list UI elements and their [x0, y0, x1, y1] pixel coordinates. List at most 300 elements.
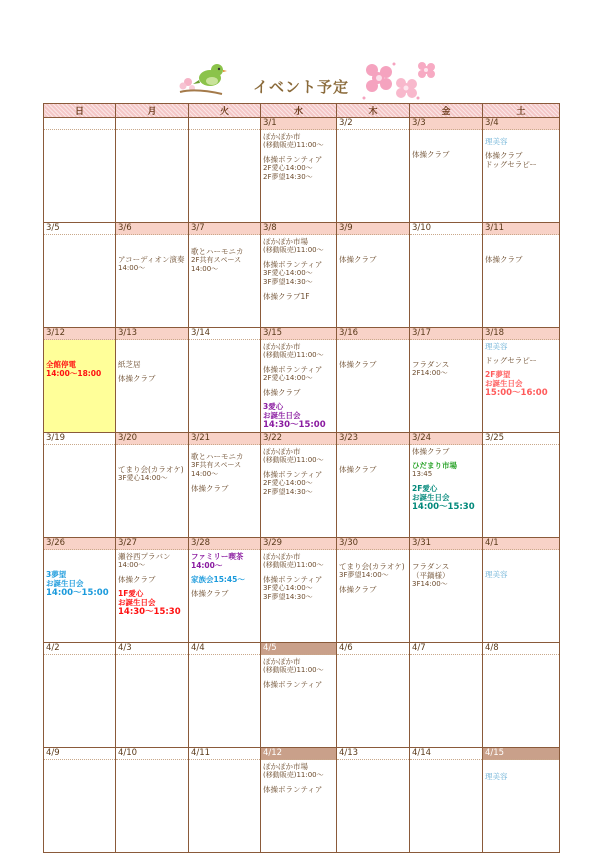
day-events: [44, 235, 115, 237]
day-cell: [483, 118, 560, 223]
day-events: [483, 760, 559, 781]
day-cell: [337, 328, 410, 433]
event-line: 3F愛心14:00〜: [118, 474, 168, 482]
event-line: 全館停電: [46, 360, 76, 369]
day-content: [410, 748, 482, 852]
event-line: 3F愛心14:00〜: [263, 269, 313, 277]
day-date: 3/2: [337, 118, 409, 130]
day-date: 3/4: [483, 118, 559, 130]
event-line: 2F夢望: [485, 370, 511, 379]
day-date: 3/28: [189, 538, 260, 550]
week-row: [44, 118, 560, 223]
day-content: [483, 748, 559, 852]
day-events: [410, 235, 482, 237]
day-content: [337, 433, 409, 537]
day-content: [410, 328, 482, 432]
event-line: お誕生日会: [263, 411, 301, 420]
event-line: (移動販売)11:00〜: [263, 456, 324, 464]
day-events: [44, 760, 115, 762]
day-date: 4/11: [189, 748, 260, 760]
event-line: ぽかぽか市場: [263, 237, 308, 246]
day-cell: [483, 538, 560, 643]
day-events: [261, 235, 336, 301]
day-content: [116, 118, 188, 222]
day-cell: [44, 328, 116, 433]
day-cell: [261, 118, 337, 223]
day-content: [116, 328, 188, 432]
day-content: [337, 643, 409, 747]
event-line: (移動販売)11:00〜: [263, 351, 324, 359]
week-row: [44, 643, 560, 748]
day-date: 3/14: [189, 328, 260, 340]
spacer: [412, 342, 480, 360]
day-events: [261, 445, 336, 497]
event-line: 体操クラブ: [191, 589, 229, 598]
event-line: 体操ボランティア: [263, 680, 323, 689]
event-line: 体操ボランティア: [263, 365, 323, 374]
day-content: [410, 118, 482, 222]
weekday-sat: 土: [483, 104, 560, 118]
day-events: [189, 760, 260, 762]
day-cell: [44, 748, 116, 853]
day-date: 4/5: [261, 643, 336, 655]
day-cell: [189, 328, 261, 433]
day-date: 3/9: [337, 223, 409, 235]
event-line: 歌とハーモニカ: [191, 452, 244, 461]
event-line: 14:00〜18:00: [46, 369, 102, 378]
day-cell: [44, 538, 116, 643]
day-date: 3/19: [44, 433, 115, 445]
day-date: 4/7: [410, 643, 482, 655]
day-date: 3/25: [483, 433, 559, 445]
day-content: [261, 433, 336, 537]
spacer: [46, 552, 113, 570]
event-line: てまり会(カラオケ): [118, 465, 184, 474]
day-date: [44, 118, 115, 130]
event-line: 体操クラブ: [485, 151, 523, 160]
day-date: 3/1: [261, 118, 336, 130]
day-cell: [116, 223, 189, 328]
day-cell: [483, 643, 560, 748]
day-events: [116, 445, 188, 483]
event-line: 体操クラブ: [412, 150, 450, 159]
event-line: 3愛心: [263, 402, 284, 411]
day-content: [483, 643, 559, 747]
day-date: 3/23: [337, 433, 409, 445]
day-events: [483, 130, 559, 169]
day-events: [261, 340, 336, 430]
event-line: 14:00〜15:00: [46, 588, 109, 598]
event-line: 体操ボランティア: [263, 470, 323, 479]
day-cell: [410, 643, 483, 748]
day-cell: [189, 118, 261, 223]
event-line: (移動販売)11:00〜: [263, 771, 324, 779]
day-cell: [410, 328, 483, 433]
event-line: ドッグセラピー: [485, 356, 537, 365]
day-cell: [337, 538, 410, 643]
day-events: [189, 130, 260, 132]
event-line: お誕生日会: [412, 493, 450, 502]
day-cell: [483, 748, 560, 853]
spacer: [339, 342, 407, 360]
event-line: 体操ボランティア: [263, 575, 323, 584]
spacer: [118, 447, 186, 465]
event-line: フラダンス: [412, 562, 450, 571]
day-date: 3/30: [337, 538, 409, 550]
day-content: [483, 223, 559, 327]
spacer: [118, 237, 186, 255]
day-cell: [410, 223, 483, 328]
event-line: 3F夢望14:30〜: [263, 278, 313, 286]
event-line: 家族会15:45〜: [191, 575, 245, 584]
day-cell: [337, 118, 410, 223]
day-content: [44, 328, 115, 432]
day-content: [483, 118, 559, 222]
event-line: 3夢望: [46, 570, 67, 579]
calendar-body: [44, 118, 560, 853]
event-line: アコーディオン演奏: [118, 255, 185, 264]
day-cell: [261, 748, 337, 853]
day-date: 4/8: [483, 643, 559, 655]
day-events: [261, 550, 336, 602]
day-date: 4/12: [261, 748, 336, 760]
day-events: [116, 235, 188, 273]
day-events: [337, 550, 409, 594]
day-content: [44, 433, 115, 537]
event-line: 理美容: [485, 570, 508, 579]
page-header: [0, 58, 595, 102]
day-content: [189, 223, 260, 327]
event-line: 2F14:00〜: [412, 369, 448, 377]
spacer: [339, 447, 407, 465]
event-line: てまり会(カラオケ): [339, 562, 405, 571]
event-line: 理美容: [485, 772, 508, 781]
spacer: [412, 132, 480, 150]
day-content: [410, 433, 482, 537]
day-cell: [116, 118, 189, 223]
event-line: 2F愛心: [412, 484, 438, 493]
weekday-sun: 日: [44, 104, 116, 118]
day-cell: [44, 433, 116, 538]
day-events: [483, 655, 559, 657]
spacer: [485, 552, 557, 570]
day-content: [337, 328, 409, 432]
day-content: [189, 328, 260, 432]
week-row: [44, 328, 560, 433]
event-line: ドッグセラピー: [485, 160, 537, 169]
day-content: [44, 223, 115, 327]
week-row: [44, 748, 560, 853]
day-date: 3/15: [261, 328, 336, 340]
event-line: フラダンス: [412, 360, 450, 369]
event-line: 体操ボランティア: [263, 155, 323, 164]
day-events: [337, 130, 409, 132]
day-content: [483, 538, 559, 642]
day-content: [483, 328, 559, 432]
day-cell: [410, 538, 483, 643]
day-cell: [483, 223, 560, 328]
day-events: [483, 445, 559, 447]
day-events: [337, 655, 409, 657]
event-line: 2F共有スペース: [191, 256, 242, 264]
event-line: 体操クラブ: [339, 255, 377, 264]
event-line: ひだまり市場: [412, 461, 457, 470]
day-events: [483, 550, 559, 579]
weekday-mon: 月: [116, 104, 189, 118]
day-cell: [337, 223, 410, 328]
day-date: 3/20: [116, 433, 188, 445]
event-line: 2F夢望14:30〜: [263, 173, 313, 181]
day-cell: [337, 748, 410, 853]
day-events: [189, 550, 260, 598]
day-events: [410, 550, 482, 589]
spacer: [191, 237, 258, 247]
day-date: 4/13: [337, 748, 409, 760]
day-cell: [116, 433, 189, 538]
event-line: ぽかぽか市: [263, 132, 301, 141]
event-line: 14:30〜15:30: [118, 607, 181, 617]
event-line: 3F共有スペース: [191, 461, 242, 469]
event-line: 2F夢望14:30〜: [263, 488, 313, 496]
day-cell: [116, 538, 189, 643]
event-line: 2F愛心14:00〜: [263, 164, 313, 172]
event-line: 体操ボランティア: [263, 260, 323, 269]
day-cell: [261, 223, 337, 328]
day-content: [189, 643, 260, 747]
day-cell: [261, 538, 337, 643]
spacer: [118, 342, 186, 360]
day-events: [189, 340, 260, 342]
event-line: 体操クラブ1F: [263, 292, 310, 301]
day-date: 4/3: [116, 643, 188, 655]
day-events: [261, 760, 336, 794]
event-line: 理美容: [485, 137, 508, 146]
day-date: 4/1: [483, 538, 559, 550]
day-content: [261, 538, 336, 642]
day-cell: [410, 118, 483, 223]
event-line: ぽかぽか市: [263, 447, 301, 456]
day-date: 3/17: [410, 328, 482, 340]
day-date: 3/3: [410, 118, 482, 130]
event-line: (移動販売)11:00〜: [263, 246, 324, 254]
day-content: [337, 748, 409, 852]
day-cell: [44, 118, 116, 223]
weekday-wed: 水: [261, 104, 337, 118]
day-date: 3/10: [410, 223, 482, 235]
event-line: 14:00〜: [118, 561, 146, 569]
day-events: [116, 340, 188, 383]
event-line: 体操クラブ: [339, 360, 377, 369]
day-content: [337, 538, 409, 642]
event-line: お誕生日会: [485, 379, 523, 388]
event-line: ファミリー喫茶: [191, 552, 244, 561]
day-cell: [483, 328, 560, 433]
day-cell: [189, 748, 261, 853]
day-cell: [189, 223, 261, 328]
event-line: 14:00〜: [191, 470, 219, 478]
day-cell: [116, 328, 189, 433]
day-events: [337, 760, 409, 762]
event-line: 15:00〜16:00: [485, 388, 548, 398]
day-events: [410, 655, 482, 657]
week-row: [44, 538, 560, 643]
day-content: [189, 748, 260, 852]
spacer: [485, 237, 557, 255]
day-content: [261, 328, 336, 432]
event-line: 体操クラブ: [339, 585, 377, 594]
event-line: (移動販売)11:00〜: [263, 561, 324, 569]
day-date: 3/24: [410, 433, 482, 445]
day-date: 3/21: [189, 433, 260, 445]
event-line: 体操クラブ: [191, 484, 229, 493]
day-cell: [189, 643, 261, 748]
day-date: [189, 118, 260, 130]
event-line: 理美容: [485, 342, 508, 351]
day-date: 3/16: [337, 328, 409, 340]
day-date: 4/14: [410, 748, 482, 760]
day-cell: [189, 538, 261, 643]
day-content: [410, 643, 482, 747]
event-line: 体操クラブ: [485, 255, 523, 264]
day-content: [261, 118, 336, 222]
day-events: [44, 445, 115, 447]
day-events: [410, 130, 482, 159]
day-cell: [116, 643, 189, 748]
day-content: [261, 223, 336, 327]
event-line: 体操クラブ: [118, 374, 156, 383]
day-cell: [483, 433, 560, 538]
day-cell: [189, 433, 261, 538]
event-line: 2F愛心14:00〜: [263, 479, 313, 487]
weekday-header-row: [44, 104, 560, 118]
day-events: [410, 340, 482, 378]
day-content: [116, 223, 188, 327]
event-line: お誕生日会: [46, 579, 84, 588]
day-events: [483, 340, 559, 398]
day-content: [44, 118, 115, 222]
event-line: 2F愛心14:00〜: [263, 374, 313, 382]
day-events: [337, 235, 409, 264]
event-line: 1F愛心: [118, 589, 144, 598]
event-line: 13:45: [412, 470, 433, 478]
day-content: [44, 643, 115, 747]
event-line: 3F夢望14:00〜: [339, 571, 389, 579]
day-events: [44, 550, 115, 598]
day-events: [189, 445, 260, 493]
event-line: 体操クラブ: [339, 465, 377, 474]
day-events: [337, 340, 409, 369]
day-content: [261, 748, 336, 852]
event-line: （平鍋様）: [412, 571, 450, 580]
day-events: [116, 655, 188, 657]
day-events: [189, 235, 260, 274]
spacer: [339, 552, 407, 562]
day-date: 3/29: [261, 538, 336, 550]
day-date: 3/8: [261, 223, 336, 235]
day-content: [410, 538, 482, 642]
weekday-fri: 金: [410, 104, 483, 118]
day-events: [44, 130, 115, 132]
day-content: [116, 433, 188, 537]
event-line: 体操クラブ: [118, 575, 156, 584]
event-line: 瀬谷西プラバン: [118, 552, 171, 561]
day-date: 4/9: [44, 748, 115, 760]
day-content: [189, 118, 260, 222]
day-cell: [261, 433, 337, 538]
event-line: ぽかぽか市場: [263, 762, 308, 771]
event-line: ぽかぽか市: [263, 342, 301, 351]
day-date: 4/2: [44, 643, 115, 655]
day-events: [261, 655, 336, 689]
week-row: [44, 223, 560, 328]
day-content: [337, 118, 409, 222]
event-line: ぽかぽか市: [263, 657, 301, 666]
day-events: [483, 235, 559, 264]
event-line: 14:00〜: [191, 561, 223, 570]
page-title: イベント予定: [253, 78, 350, 96]
event-line: 14:00〜: [191, 265, 219, 273]
day-events: [410, 760, 482, 762]
day-events: [44, 655, 115, 657]
day-date: 3/18: [483, 328, 559, 340]
cherry-blossom-icon: [358, 58, 440, 102]
event-line: 歌とハーモニカ: [191, 247, 244, 256]
week-row: [44, 433, 560, 538]
spacer: [485, 762, 557, 772]
weekday-thu: 木: [337, 104, 410, 118]
day-content: [261, 643, 336, 747]
day-date: 3/31: [410, 538, 482, 550]
event-line: 14:00〜15:30: [412, 502, 475, 512]
event-line: 14:00〜: [118, 264, 146, 272]
event-line: 3F夢望14:30〜: [263, 593, 313, 601]
day-cell: [261, 643, 337, 748]
event-line: 体操クラブ: [263, 388, 301, 397]
day-content: [337, 223, 409, 327]
event-line: お誕生日会: [118, 598, 156, 607]
day-cell: [44, 223, 116, 328]
day-events: [189, 655, 260, 657]
day-content: [410, 223, 482, 327]
day-events: [410, 445, 482, 512]
event-line: (移動販売)11:00〜: [263, 666, 324, 674]
day-events: [337, 445, 409, 474]
day-cell: [337, 643, 410, 748]
day-date: 3/27: [116, 538, 188, 550]
day-cell: [44, 643, 116, 748]
day-date: 4/6: [337, 643, 409, 655]
event-line: (移動販売)11:00〜: [263, 141, 324, 149]
event-line: 3F14:00〜: [412, 580, 448, 588]
event-line: 14:30〜15:00: [263, 420, 326, 430]
day-cell: [261, 328, 337, 433]
spacer: [412, 552, 480, 562]
day-date: 3/7: [189, 223, 260, 235]
day-content: [44, 748, 115, 852]
day-events: [116, 130, 188, 132]
day-content: [189, 538, 260, 642]
day-events: [44, 340, 115, 378]
day-date: 3/5: [44, 223, 115, 235]
day-date: 3/6: [116, 223, 188, 235]
event-line: 紙芝居: [118, 360, 141, 369]
day-content: [44, 538, 115, 642]
event-line: 体操ボランティア: [263, 785, 323, 794]
weekday-tue: 火: [189, 104, 261, 118]
day-content: [116, 748, 188, 852]
day-date: 4/15: [483, 748, 559, 760]
day-content: [483, 433, 559, 537]
